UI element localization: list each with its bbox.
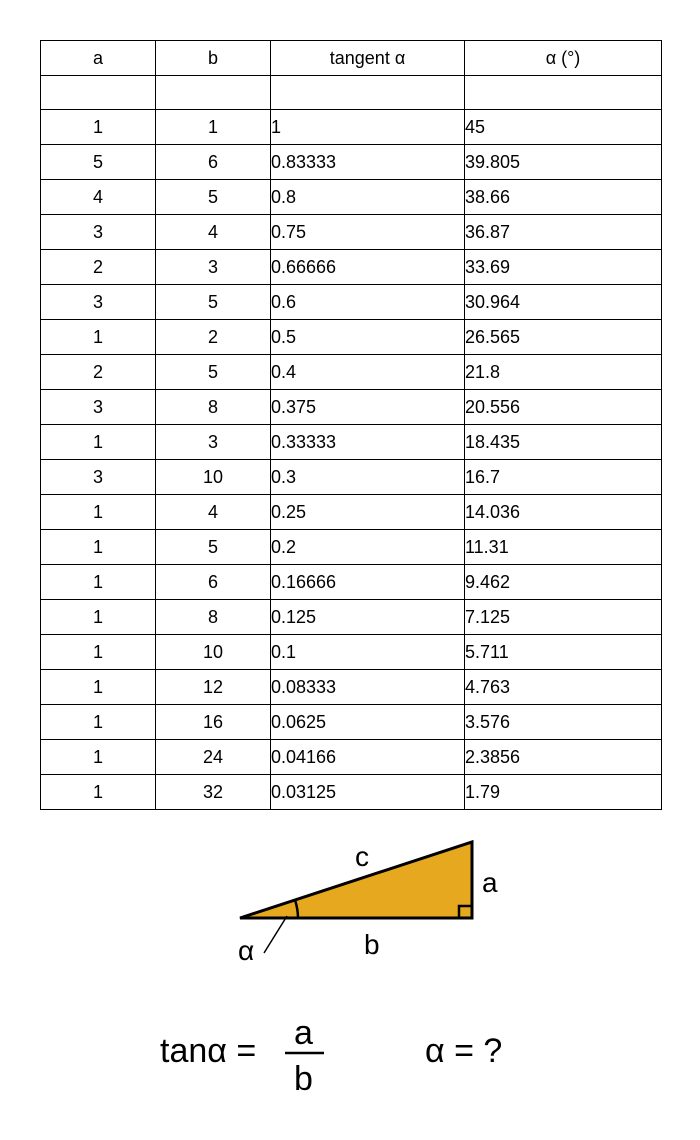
cell-a: 2 xyxy=(41,250,156,285)
cell-alpha: 38.66 xyxy=(465,180,662,215)
cell-b: 32 xyxy=(156,775,271,810)
cell-b: 6 xyxy=(156,145,271,180)
cell-alpha: 36.87 xyxy=(465,215,662,250)
cell-tangent: 0.2 xyxy=(271,530,465,565)
angle-pointer-line xyxy=(264,916,287,953)
blank-cell xyxy=(271,76,465,110)
table-row xyxy=(41,145,662,180)
cell-tangent: 0.125 xyxy=(271,600,465,635)
blank-cell xyxy=(465,76,662,110)
cell-a: 3 xyxy=(41,215,156,250)
cell-alpha: 26.565 xyxy=(465,320,662,355)
cell-tangent: 0.6 xyxy=(271,285,465,320)
cell-tangent: 0.03125 xyxy=(271,775,465,810)
cell-b: 5 xyxy=(156,355,271,390)
triangle-diagram xyxy=(0,820,700,1140)
table-row xyxy=(41,460,662,495)
cell-alpha: 9.462 xyxy=(465,565,662,600)
cell-alpha: 1.79 xyxy=(465,775,662,810)
header-b: b xyxy=(156,41,271,76)
table-row xyxy=(41,285,662,320)
cell-b: 5 xyxy=(156,530,271,565)
cell-a: 1 xyxy=(41,670,156,705)
cell-b: 2 xyxy=(156,320,271,355)
cell-alpha: 30.964 xyxy=(465,285,662,320)
cell-b: 4 xyxy=(156,215,271,250)
cell-b: 10 xyxy=(156,460,271,495)
table-body xyxy=(41,76,662,810)
table-row xyxy=(41,215,662,250)
cell-tangent: 0.0625 xyxy=(271,705,465,740)
label-hypotenuse-c: c xyxy=(355,841,369,872)
label-side-b: b xyxy=(364,929,380,960)
table-row xyxy=(41,635,662,670)
formula-question: α = ? xyxy=(425,1032,503,1070)
label-angle-alpha: α xyxy=(238,935,255,966)
label-side-a: a xyxy=(482,867,498,898)
table-row xyxy=(41,565,662,600)
table-row xyxy=(41,250,662,285)
cell-a: 1 xyxy=(41,320,156,355)
cell-alpha: 3.576 xyxy=(465,705,662,740)
blank-cell xyxy=(41,76,156,110)
table-row xyxy=(41,600,662,635)
cell-b: 1 xyxy=(156,110,271,145)
cell-alpha: 45 xyxy=(465,110,662,145)
tangent-table xyxy=(40,40,662,810)
cell-alpha: 14.036 xyxy=(465,495,662,530)
table-row xyxy=(41,530,662,565)
cell-a: 1 xyxy=(41,775,156,810)
formula-numerator: a xyxy=(294,1014,313,1052)
cell-tangent: 0.8 xyxy=(271,180,465,215)
cell-b: 5 xyxy=(156,285,271,320)
cell-alpha: 18.435 xyxy=(465,425,662,460)
cell-tangent: 0.5 xyxy=(271,320,465,355)
cell-alpha: 39.805 xyxy=(465,145,662,180)
cell-b: 4 xyxy=(156,495,271,530)
cell-a: 1 xyxy=(41,705,156,740)
cell-alpha: 5.711 xyxy=(465,635,662,670)
cell-tangent: 0.4 xyxy=(271,355,465,390)
table-row xyxy=(41,740,662,775)
blank-cell xyxy=(156,76,271,110)
cell-b: 5 xyxy=(156,180,271,215)
cell-b: 12 xyxy=(156,670,271,705)
cell-alpha: 16.7 xyxy=(465,460,662,495)
cell-b: 3 xyxy=(156,250,271,285)
table-row xyxy=(41,775,662,810)
header-tangent: tangent α xyxy=(271,41,465,76)
blank-row xyxy=(41,76,662,110)
table-row xyxy=(41,355,662,390)
cell-a: 2 xyxy=(41,355,156,390)
formula-denominator: b xyxy=(294,1060,313,1098)
cell-tangent: 0.66666 xyxy=(271,250,465,285)
table-row xyxy=(41,390,662,425)
cell-tangent: 0.33333 xyxy=(271,425,465,460)
cell-b: 24 xyxy=(156,740,271,775)
cell-alpha: 33.69 xyxy=(465,250,662,285)
cell-alpha: 2.3856 xyxy=(465,740,662,775)
cell-b: 10 xyxy=(156,635,271,670)
cell-tangent: 0.08333 xyxy=(271,670,465,705)
cell-a: 5 xyxy=(41,145,156,180)
cell-tangent: 0.04166 xyxy=(271,740,465,775)
cell-alpha: 7.125 xyxy=(465,600,662,635)
cell-tangent: 0.375 xyxy=(271,390,465,425)
cell-a: 1 xyxy=(41,495,156,530)
table-row xyxy=(41,110,662,145)
cell-alpha: 21.8 xyxy=(465,355,662,390)
cell-b: 6 xyxy=(156,565,271,600)
table-row xyxy=(41,670,662,705)
table-header-row xyxy=(41,41,662,76)
header-alpha: α (°) xyxy=(465,41,662,76)
cell-a: 3 xyxy=(41,460,156,495)
triangle-svg xyxy=(0,820,700,1140)
cell-b: 8 xyxy=(156,600,271,635)
cell-a: 3 xyxy=(41,390,156,425)
cell-tangent: 1 xyxy=(271,110,465,145)
cell-b: 16 xyxy=(156,705,271,740)
cell-a: 1 xyxy=(41,635,156,670)
table-row xyxy=(41,320,662,355)
table-row xyxy=(41,425,662,460)
cell-alpha: 20.556 xyxy=(465,390,662,425)
cell-a: 1 xyxy=(41,530,156,565)
cell-b: 3 xyxy=(156,425,271,460)
cell-tangent: 0.25 xyxy=(271,495,465,530)
header-a: a xyxy=(41,41,156,76)
cell-tangent: 0.83333 xyxy=(271,145,465,180)
table-row xyxy=(41,705,662,740)
cell-a: 1 xyxy=(41,600,156,635)
table-row xyxy=(41,495,662,530)
cell-a: 1 xyxy=(41,740,156,775)
cell-tangent: 0.75 xyxy=(271,215,465,250)
cell-tangent: 0.16666 xyxy=(271,565,465,600)
cell-a: 1 xyxy=(41,565,156,600)
cell-b: 8 xyxy=(156,390,271,425)
cell-a: 4 xyxy=(41,180,156,215)
cell-a: 1 xyxy=(41,425,156,460)
cell-tangent: 0.1 xyxy=(271,635,465,670)
cell-tangent: 0.3 xyxy=(271,460,465,495)
cell-a: 3 xyxy=(41,285,156,320)
cell-alpha: 4.763 xyxy=(465,670,662,705)
cell-alpha: 11.31 xyxy=(465,530,662,565)
cell-a: 1 xyxy=(41,110,156,145)
formula-lhs: tanα = xyxy=(160,1032,257,1070)
table-row xyxy=(41,180,662,215)
